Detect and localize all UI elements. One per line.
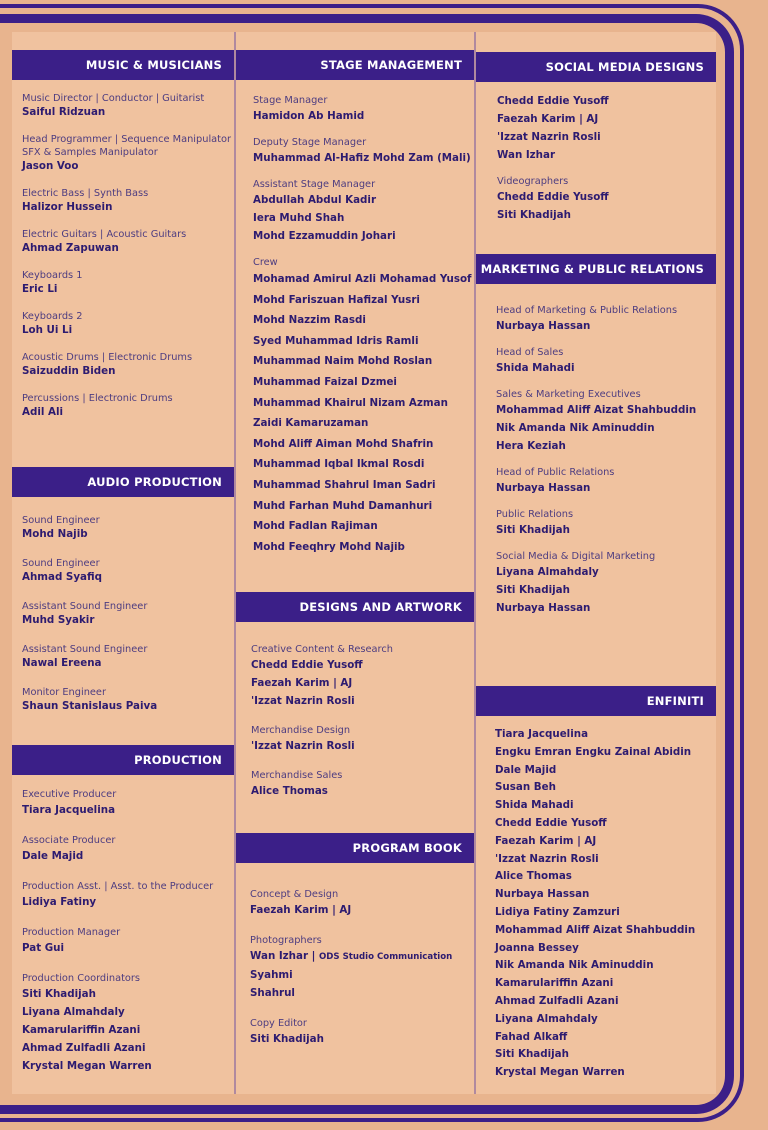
credit-name: Hamidon Ab Hamid bbox=[253, 110, 365, 122]
credit-name: 'Izzat Nazrin Rosli bbox=[251, 695, 355, 707]
program-section bbox=[250, 888, 472, 1063]
credit-name: Nawal Ereena bbox=[22, 657, 102, 669]
credit-name: Muhammad Al-Hafiz Mohd Zam (Mali) bbox=[253, 152, 471, 164]
credit-group bbox=[496, 466, 714, 497]
credit-group bbox=[496, 550, 714, 617]
credit-role: Head of Public Relations bbox=[496, 467, 615, 478]
section-header-production: PRODUCTION bbox=[12, 745, 234, 775]
credit-name: Mohd Aliff Aiman Mohd Shafrin bbox=[253, 437, 434, 450]
credit-name: Tiara Jacquelina bbox=[495, 728, 589, 740]
credit-role: Keyboards 1 bbox=[22, 270, 83, 281]
credit-name: Lidiya Fatiny Zamzuri bbox=[495, 905, 620, 918]
credit-role: Sound Engineer bbox=[22, 515, 100, 526]
credit-role: Acoustic Drums | Electronic Drums bbox=[22, 352, 193, 363]
stage-section bbox=[253, 94, 473, 568]
credit-name: Shaun Stanislaus Paiva bbox=[22, 700, 158, 712]
credit-group bbox=[496, 304, 714, 335]
credit-role: Social Media & Digital Marketing bbox=[496, 551, 656, 562]
credit-group bbox=[22, 92, 232, 120]
credit-name: Loh Ui Li bbox=[22, 324, 73, 336]
credit-name: Susan Beh bbox=[495, 781, 556, 794]
credit-role: Public Relations bbox=[496, 509, 574, 520]
credit-name: Nurbaya Hassan bbox=[495, 888, 590, 901]
credit-role: Merchandise Design bbox=[251, 725, 351, 736]
credit-name: Mohammad Aliff Aizat Shahbuddin bbox=[496, 404, 697, 416]
credit-name: 'Izzat Nazrin Rosli bbox=[495, 852, 599, 865]
credit-name: Hera Keziah bbox=[496, 440, 566, 452]
credit-name: Wan Izhar | ODS Studio Communication bbox=[250, 950, 453, 962]
credit-name: Shida Mahadi bbox=[495, 799, 574, 812]
credit-group bbox=[253, 94, 473, 125]
audio-section bbox=[22, 514, 232, 729]
section-header-stage: STAGE MANAGEMENT bbox=[236, 50, 474, 80]
credit-name: Liyana Almahdaly bbox=[22, 1006, 125, 1018]
credit-name: Jason Voo bbox=[22, 160, 79, 172]
credit-name: Shida Mahadi bbox=[496, 362, 575, 374]
credit-group bbox=[250, 1017, 472, 1048]
credit-role: Head of Marketing & Public Relations bbox=[496, 305, 678, 316]
credit-role: Videographers bbox=[497, 176, 569, 187]
credit-group bbox=[251, 643, 471, 710]
credit-role: Keyboards 2 bbox=[22, 311, 83, 322]
credit-name: Tiara Jacquelina bbox=[22, 804, 116, 816]
credit-name: Mohd Feeqhry Mohd Najib bbox=[253, 540, 405, 553]
credit-name: Alice Thomas bbox=[495, 870, 572, 883]
credit-role: Monitor Engineer bbox=[22, 687, 106, 698]
credit-name: Chedd Eddie Yusoff bbox=[495, 816, 607, 829]
credit-name: Adil Ali bbox=[22, 406, 64, 418]
credit-name: Mohd Fariszuan Hafizal Yusri bbox=[253, 293, 420, 306]
credit-name: Syed Muhammad Idris Ramli bbox=[253, 334, 419, 347]
credit-name: Mohamad Amirul Azli Mohamad Yusof bbox=[253, 273, 472, 285]
credit-group bbox=[22, 351, 232, 379]
credit-role: Copy Editor bbox=[250, 1018, 307, 1029]
credit-name: Muhammad Faizal Dzmei bbox=[253, 375, 397, 388]
credit-group bbox=[250, 888, 472, 919]
credit-role: Head of Sales bbox=[496, 347, 564, 358]
credit-name: Shahrul bbox=[250, 987, 295, 999]
credit-role: Production Manager bbox=[22, 927, 121, 938]
credit-name: Pat Gui bbox=[22, 942, 65, 954]
section-header-music: MUSIC & MUSICIANS bbox=[12, 50, 234, 80]
credit-group bbox=[22, 392, 232, 420]
credit-name: Nurbaya Hassan bbox=[496, 602, 591, 614]
credit-role: Merchandise Sales bbox=[251, 770, 343, 781]
credit-name: Halizor Hussein bbox=[22, 201, 113, 213]
credit-name: Fahad Alkaff bbox=[495, 1030, 568, 1043]
credit-name: Mohd Fadlan Rajiman bbox=[253, 520, 378, 533]
credit-role: Sound Engineer bbox=[22, 558, 100, 569]
credit-role: Concept & Design bbox=[250, 889, 339, 900]
credit-name: Siti Khadijah bbox=[496, 584, 570, 596]
credit-name: Nurbaya Hassan bbox=[496, 482, 591, 494]
credit-name: Siti Khadijah bbox=[496, 524, 570, 536]
credit-role: Electric Guitars | Acoustic Guitars bbox=[22, 229, 187, 240]
credit-name: Iera Muhd Shah bbox=[253, 212, 345, 224]
credit-name: Siti Khadijah bbox=[495, 1048, 569, 1061]
section-header-social: SOCIAL MEDIA DESIGNS bbox=[476, 52, 716, 82]
credit-role: Photographers bbox=[250, 935, 322, 946]
credit-name: Nurbaya Hassan bbox=[496, 320, 591, 332]
credit-role: Deputy Stage Manager bbox=[253, 137, 367, 148]
section-header-program: PROGRAM BOOK bbox=[236, 833, 474, 863]
credit-group bbox=[22, 514, 232, 542]
credit-role: Production Asst. | Asst. to the Producer bbox=[22, 881, 214, 892]
credit-name: Liyana Almahdaly bbox=[496, 566, 599, 578]
credit-name: Muhammad Iqbal Ikmal Rosdi bbox=[253, 458, 425, 471]
credit-group bbox=[22, 187, 232, 215]
credit-name: 'Izzat Nazrin Rosli bbox=[251, 740, 355, 752]
credit-name: Mohd Nazzim Rasdi bbox=[253, 314, 366, 327]
credit-name: Saiful Ridzuan bbox=[22, 106, 106, 118]
section-header-designs: DESIGNS AND ARTWORK bbox=[236, 592, 474, 622]
credit-name: Chedd Eddie Yusoff bbox=[251, 659, 363, 671]
credit-role: Executive Producer bbox=[22, 789, 117, 800]
credit-name: Faezah Karim | AJ bbox=[250, 904, 352, 916]
column-divider bbox=[234, 32, 236, 1094]
credit-group bbox=[22, 269, 232, 297]
credit-name: Faezah Karim | AJ bbox=[251, 677, 353, 689]
credit-role: Crew bbox=[253, 257, 278, 268]
enfiniti-section bbox=[495, 726, 715, 1082]
credit-role: Percussions | Electronic Drums bbox=[22, 393, 173, 404]
credit-group bbox=[22, 557, 232, 585]
credit-name: Wan Izhar bbox=[497, 149, 556, 161]
credit-group bbox=[22, 880, 232, 911]
credit-group bbox=[251, 724, 471, 755]
credit-name: Faezah Karim | AJ bbox=[495, 834, 597, 847]
credit-group bbox=[22, 926, 232, 957]
credit-name: Siti Khadijah bbox=[250, 1033, 324, 1045]
section-header-enfiniti: ENFINITI bbox=[476, 686, 716, 716]
credit-role: Assistant Stage Manager bbox=[253, 179, 376, 190]
credit-group bbox=[22, 834, 232, 865]
credit-group bbox=[22, 310, 232, 338]
credit-role: Head Programmer | Sequence Manipulator bbox=[22, 134, 232, 145]
credit-role: Stage Manager bbox=[253, 95, 328, 106]
credit-name: Ahmad Syafiq bbox=[22, 571, 103, 583]
credit-name: Siti Khadijah bbox=[497, 209, 571, 221]
credit-role: Associate Producer bbox=[22, 835, 116, 846]
music-section bbox=[22, 92, 232, 433]
credit-role: Sales & Marketing Executives bbox=[496, 389, 641, 400]
credit-name: Mohammad Aliff Aizat Shahbuddin bbox=[495, 923, 696, 936]
credit-name: Syahmi bbox=[250, 969, 293, 981]
credit-name: Zaidi Kamaruzaman bbox=[253, 417, 369, 430]
credit-name: Muhammad Shahrul Iman Sadri bbox=[253, 478, 436, 491]
credit-name: Joanna Bessey bbox=[495, 941, 579, 954]
credit-role: Music Director | Conductor | Guitarist bbox=[22, 93, 205, 104]
credit-group bbox=[22, 133, 232, 174]
credit-name: Ahmad Zapuwan bbox=[22, 242, 119, 254]
credit-group bbox=[22, 600, 232, 628]
production-section bbox=[22, 788, 232, 1090]
credit-name: Abdullah Abdul Kadir bbox=[253, 194, 377, 206]
credit-name: Nik Amanda Nik Aminuddin bbox=[495, 959, 654, 972]
credit-name: Chedd Eddie Yusoff bbox=[497, 95, 609, 107]
credit-name: Alice Thomas bbox=[251, 785, 328, 797]
credit-group bbox=[253, 136, 473, 167]
credit-group bbox=[496, 508, 714, 539]
credit-group bbox=[497, 92, 712, 164]
credit-group bbox=[22, 686, 232, 714]
credit-name: Muhammad Khairul Nizam Azman bbox=[253, 396, 448, 409]
credit-group bbox=[496, 346, 714, 377]
credit-role: SFX & Samples Manipulator bbox=[22, 147, 158, 158]
credit-name: Saizuddin Biden bbox=[22, 365, 116, 377]
credit-name: Dale Majid bbox=[22, 850, 84, 862]
credit-role: Assistant Sound Engineer bbox=[22, 601, 148, 612]
designs-section bbox=[251, 643, 471, 814]
credit-group bbox=[497, 175, 712, 224]
credit-name: Eric Li bbox=[22, 283, 58, 295]
credit-name: Engku Emran Engku Zainal Abidin bbox=[495, 745, 692, 758]
credit-name: Siti Khadijah bbox=[22, 988, 96, 1000]
section-header-audio: AUDIO PRODUCTION bbox=[12, 467, 234, 497]
credit-name: Muhd Farhan Muhd Damanhuri bbox=[253, 499, 433, 512]
credit-group bbox=[251, 769, 471, 800]
column-divider bbox=[474, 32, 476, 1094]
credit-group bbox=[250, 934, 472, 1002]
credit-group bbox=[496, 388, 714, 455]
credit-name: Liyana Almahdaly bbox=[495, 1012, 598, 1025]
credit-name: Dale Majid bbox=[495, 763, 557, 776]
credit-name: Krystal Megan Warren bbox=[495, 1066, 625, 1079]
credit-group bbox=[22, 788, 232, 819]
credit-role: Production Coordinators bbox=[22, 973, 141, 984]
credit-group bbox=[22, 972, 232, 1075]
credit-role: Assistant Sound Engineer bbox=[22, 644, 148, 655]
credit-group bbox=[253, 256, 473, 557]
credit-group bbox=[22, 228, 232, 256]
credit-role: Electric Bass | Synth Bass bbox=[22, 188, 149, 199]
credit-name: Muhd Syakir bbox=[22, 614, 95, 626]
credit-name: Mohd Ezzamuddin Johari bbox=[253, 230, 396, 242]
credit-role: Creative Content & Research bbox=[251, 644, 393, 655]
credit-name: Krystal Megan Warren bbox=[22, 1060, 152, 1072]
credit-name: Faezah Karim | AJ bbox=[497, 113, 599, 125]
credit-name: Muhammad Naim Mohd Roslan bbox=[253, 355, 433, 368]
credit-name: Mohd Najib bbox=[22, 528, 88, 540]
credit-name: Chedd Eddie Yusoff bbox=[497, 191, 609, 203]
credit-name: 'Izzat Nazrin Rosli bbox=[497, 131, 601, 143]
credit-name: Ahmad Zulfadli Azani bbox=[22, 1042, 146, 1054]
credit-name: Ahmad Zulfadli Azani bbox=[495, 994, 619, 1007]
credit-group bbox=[253, 178, 473, 245]
credit-name: Nik Amanda Nik Aminuddin bbox=[496, 422, 655, 434]
social-section bbox=[497, 92, 712, 235]
credit-name: Kamarulariffin Azani bbox=[495, 977, 614, 990]
credit-name: Kamarulariffin Azani bbox=[22, 1024, 141, 1036]
credit-group bbox=[22, 643, 232, 671]
section-header-marketing: MARKETING & PUBLIC RELATIONS bbox=[476, 254, 716, 284]
credit-name: Lidiya Fatiny bbox=[22, 896, 97, 908]
marketing-section bbox=[496, 304, 714, 628]
